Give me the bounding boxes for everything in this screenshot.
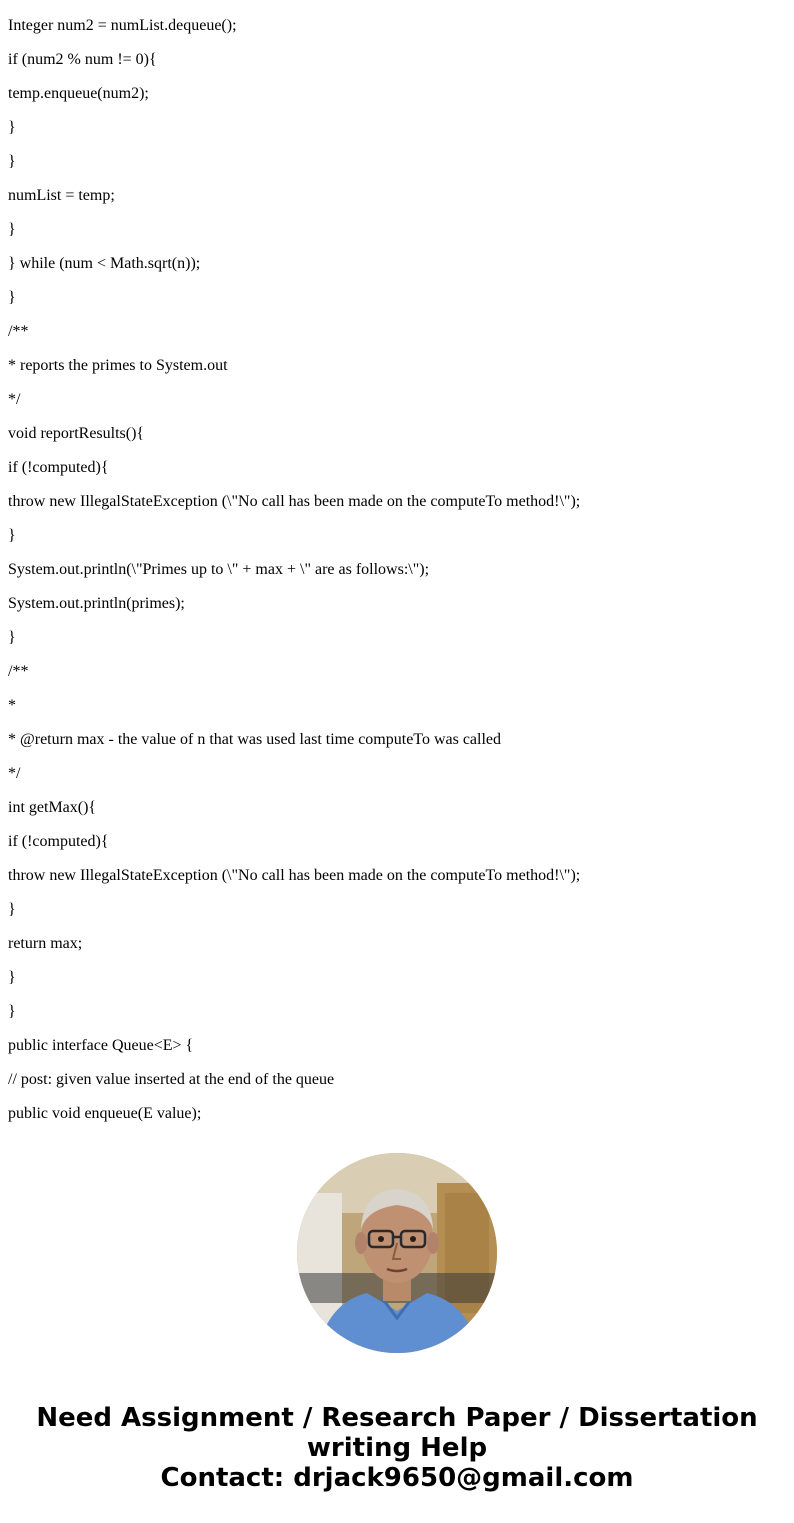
code-line: } while (num < Math.sqrt(n));	[8, 255, 201, 272]
banner-headline: Need Assignment / Research Paper / Dissertation	[36, 1403, 758, 1433]
code-line: */	[8, 391, 21, 408]
code-line: }	[8, 1003, 16, 1020]
code-line: }	[8, 629, 16, 646]
code-line: throw new IllegalStateException (\"No call has been made on the computeTo method!\");	[8, 867, 581, 884]
code-line: public interface Queue<E> {	[8, 1037, 194, 1054]
contact-banner	[0, 1403, 794, 1493]
code-line: if (!computed){	[8, 833, 109, 850]
code-line	[8, 0, 794, 1]
code-line: throw new IllegalStateException (\"No call has been made on the computeTo method!\");	[8, 493, 581, 510]
code-line: /**	[8, 663, 29, 680]
code-line: Integer num2 = numList.dequeue();	[8, 17, 237, 34]
code-line: // post: given value inserted at the end of the queue	[8, 1071, 335, 1088]
code-line: * @return max - the value of n that was used last time computeTo was called	[8, 731, 502, 748]
author-avatar	[297, 1153, 497, 1353]
code-line: if (!computed){	[8, 459, 109, 476]
code-line: }	[8, 901, 16, 918]
code-line: }	[8, 969, 16, 986]
code-line: int getMax(){	[8, 799, 97, 816]
code-line: numList = temp;	[8, 187, 115, 204]
code-line: * reports the primes to System.out	[8, 357, 228, 374]
code-line: }	[8, 119, 16, 136]
code-line: System.out.println(\"Primes up to \" + max + \" are as follows:\");	[8, 561, 430, 578]
code-line: System.out.println(primes);	[8, 595, 185, 612]
person-photo-icon	[297, 1153, 497, 1353]
code-line: }	[8, 527, 16, 544]
code-line: }	[8, 153, 16, 170]
code-line: temp.enqueue(num2);	[8, 85, 149, 102]
code-line: }	[8, 221, 16, 238]
code-line: }	[8, 289, 16, 306]
code-line: void reportResults(){	[8, 425, 145, 442]
code-line: */	[8, 765, 21, 782]
banner-contact-email: Contact: drjack9650@gmail.com	[160, 1463, 634, 1493]
code-line: public void enqueue(E value);	[8, 1105, 202, 1122]
code-line: if (num2 % num != 0){	[8, 51, 157, 68]
code-line: return max;	[8, 935, 83, 952]
code-lines	[8, 0, 794, 1123]
banner-subheadline: writing Help	[306, 1433, 488, 1463]
code-line: *	[8, 697, 16, 714]
code-line: /**	[8, 323, 29, 340]
